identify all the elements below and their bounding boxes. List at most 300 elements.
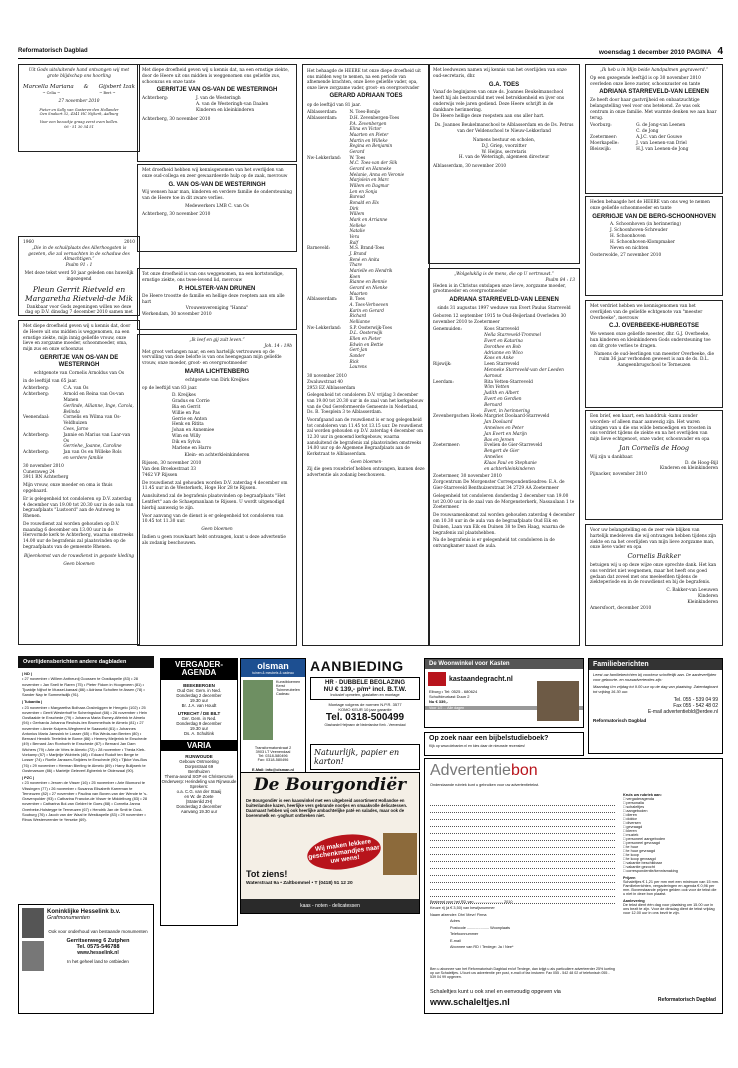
death-notice-family-starreveld [585,64,723,194]
checkbox-icon[interactable]: □ [623,825,627,829]
location: BEEKBERGEN [183,682,215,688]
place: Achterberg: [23,386,50,392]
delivery-title: Aanlevering [623,899,645,903]
relative-name: Ralf [349,239,359,245]
text: Met diepe droefheid geven wij u kennis dat, door de Heere uit ons midden is weggenomen, na een ernstige ziekte, mijn innig geliefde vrouw, onze lieve en zorgzame moeder, schoonmoeder, oma, mijn zus en onze schoonzus [23,324,131,353]
relative-name: B. Toes [349,296,365,302]
place: Alblasserdam: [307,296,338,302]
text-line[interactable] [430,848,615,855]
ad-title: AANBIEDING [310,658,404,674]
relative-name: Rita Vetten-Starreveld [484,379,533,385]
text: Met groot verlangen naar, en een hartelijk vertrouwen op de vervulling van deze belofte is van ons heengegaan mijn geliefde vrouw, onze moeder, groot- en overgrootmoeder [142,349,282,367]
text-line[interactable] [430,876,615,883]
text: Mijn vrouw, onze moeder en oma is thuis opgebaard. [23,483,113,494]
relative-name: Kinderen en kleinkinderen [196,107,255,113]
relative-name: Jan Doolaard [484,420,513,426]
place: Voorburg: [590,123,612,129]
relative-name: Gert-Jan [349,347,368,353]
text: Dankbaar voor Gods zegeningen willen we deze dag op D.V. dinsdag 7 december 2010 samen met [25,304,133,316]
text-line[interactable] [430,834,615,841]
shop-logo: De Bourgondiër [253,775,407,795]
text-line[interactable] [430,855,615,862]
text: Glashandel Heijmann de Nederlandse Kerk - Veenendaal [324,723,406,727]
category-panel [623,793,719,915]
relative-name: Wim en Willy [172,434,201,440]
product-photo [243,680,273,740]
agenda-line: Br. J.A. van Houdt [181,702,217,708]
thank-you-de-hoog [585,410,723,520]
checkbox-icon[interactable]: □ [623,861,627,865]
checkbox-icon[interactable]: □ [623,821,627,825]
checkbox-icon[interactable]: □ [623,837,627,841]
email[interactable]: E-mail advertentiebld@erdee.nl [647,709,718,715]
text: Voor een bezoekje graag eerst even bellen. [39,119,119,124]
place: Achterberg: [23,432,50,438]
page-number: 4 [717,46,723,57]
source-label: | Tubantia | [22,699,43,705]
bijbelstudie-ad [424,732,584,756]
text: echtgenote van Dirk Kreijkes [185,377,249,383]
website[interactable]: www.schaleltjes.nl [430,997,510,1007]
relative-name: G. de Jong-van Leenen [636,123,686,129]
agenda-line: Oud Ger. Gem. in Ned. [177,687,221,693]
text-line[interactable] [430,890,615,897]
text: De Bourgondiër is een kaaswinkel met een uitgebreid assortiment Hollandse en buitenlandse kazen, heerlijke vers gebrande nootjes en smaakvolle delicatessen. Daarnaast hebben wij ook heerlijke ambachtelijke paté en salades, maar ook de boerenmelk en -yoghurt ontbreken niet. [246,798,408,818]
place: Barneveld: [307,245,331,251]
place: Nw-Lekkerland: [307,154,342,160]
phone: 06 - 51 30 54 51 [64,124,94,129]
checkbox-icon[interactable]: □ [623,853,627,857]
year: 1960 [23,240,34,245]
death-notice-van-de-berg [585,196,723,296]
relative-name: Arnold en Reina van Os-van Manen [63,392,124,403]
website[interactable] [311,769,419,770]
agenda-entry [161,716,237,736]
agenda-entry [161,759,237,814]
text: Wij zijn u dankbaar. [590,454,634,460]
form-title: Advertentie [430,762,511,779]
ad-title: Familieberichten [589,659,722,670]
text: Met diepe droefheid geven wij u kennis dat, na een ernstige ziekte, door de Heere uit ons midden is weggenomen ons geliefde zus, schoonzus en onze tante [142,68,290,85]
text: in de leeftijd van 65 jaar. [23,378,78,384]
category-label: schaleltjes [626,805,645,809]
text: Een brief, een kaart, een handdruk -kamu zonder woorden- of alleen maar aanwezig zijn. Het waren uitingen van u die ons wilde bemoedigen en troosten in ons verdriet tijdens de ziekte en na het overlijden van mijn lieve echtgenoot, onze vader, schoonvader en opa [590,414,712,443]
place: Rijswijk: [433,362,452,368]
relative-name: Nelleke [349,222,366,228]
checkbox-icon[interactable]: □ [623,841,627,845]
relative-name: Johan en Annemiee [172,428,215,434]
text: KOMO KEUR 10 jaar garantie [338,707,392,712]
relative-name: Evert, in herinnering [484,408,530,414]
family-row [590,147,718,153]
product: HR · DUBBELE BEGLAZING [325,680,405,686]
signatories [433,144,575,161]
relative-name: Marielle en Hendrik [349,268,393,274]
form-field[interactable]: E-mail [450,938,461,943]
address-line: Transformatorstraat 2 [254,746,292,750]
anniversary-announcement [18,236,140,316]
agenda-line: Ds. A. Schultink [183,730,215,736]
text: We wensen onze geliefde meester, dhr. G.J. Overbeeke, hun kinderen en kleinkinderen Gods ondersteuning toe om dit grote verlies te dragen. [590,332,711,349]
meeting-agenda [160,658,238,926]
relative-name: N. Toes-Bonije [349,109,380,115]
location: UTRECHT / DE BILT [177,710,221,716]
text: Zorgcentrum De Morgenster Correspondentieadres: E.A. de Gier-Starreveld Benthuizerstraat 34 2729 AA Zoetermeer [433,480,565,491]
place: Leerdam: [433,379,454,385]
checkbox-icon[interactable]: □ [623,805,627,809]
relative-name: Aarnout [484,373,502,379]
family-row [23,392,135,404]
category-label: dieren [626,813,637,817]
text-line[interactable] [430,827,615,834]
agenda-line: Gebouw Ontmoeting [179,758,219,764]
relative-name: Neven en nichten [610,245,649,251]
text: Zij die geen rouwbrief hebben ontvangen, kunnen deze advertentie als zodanig beschouwen. [307,466,425,477]
date: Pijnacker, november 2010 [590,472,647,478]
family-row [142,108,292,114]
relative-name: Maarten [349,290,368,296]
text: Ze heeft door haar gastvrijheid en onbaatzuchtige belangstelling veel voor ons betekend. Ze was ook centrum in onze familie. Met warmte denken we aan haar terug. [590,98,717,121]
nickname: ~ Celia ~ [42,91,61,96]
checkbox-icon[interactable]: □ [623,817,627,821]
place: Genemuiden: [433,327,463,333]
checkbox-icon[interactable]: □ [623,801,627,805]
website[interactable]: www.hesselink.nl [77,950,119,956]
relative-name: Maarten en Pieter [349,131,389,137]
text: Wij wensen haar man, kinderen en verdere familie de ondersteuning van de Heere toe in dit zware verlies. [142,190,292,202]
text: op de leeftijd van 81 jaar. [307,101,361,107]
price: NU € 139,- p/m² incl. B.T.W. [323,686,407,693]
text: De Heere troostte de familie en hellige deze roeptem aan om alle hart [142,294,285,306]
product-item: Kerst [276,684,285,688]
delivery-text: De tekst dient één dag voor plaatsing om 15.00 uur in ons bezit te zijn. Voor de dinsdag dient de tekst vrijdag voor 12.00 uur in ons bezit te zijn. [623,903,715,915]
couple-names: Pleun Gerrit Rietveld en Margaretha Rietveld-de Mik [25,284,133,303]
relative-name: D. Kreijkes [172,393,196,399]
product-item: Kunstbloemen [276,680,301,684]
category-option[interactable] [623,869,719,873]
text-line[interactable] [430,869,615,876]
text: Aansluitend zal de begrafenis plaatsvinden op begraafplaats "Het Lentfert" aan de Schaepmanlaan te Rijssen. U wordt uitgenodigd hierbij aanwezig te zijn. [142,494,286,511]
ad-text-grid[interactable] [430,799,615,904]
order-form [430,899,615,951]
place: Zoetermeer: [433,443,461,449]
verse: „Ik leef en gij zult leven.” [189,338,245,343]
agenda-line: Thema-avond SGP en ChristenUnie [164,773,234,779]
death-notice-colleagues [137,164,297,252]
form-field[interactable]: Abonnee van RD / Terdege: Ja / Nee* [450,945,514,950]
relative-name: Jan van Os en Willeke Rols [63,450,122,456]
date: Oosterwolde, 27 november 2010 [590,253,662,259]
child-name: Gijsbert Izak [98,83,135,90]
relative-name: Ellen en Pieter [349,336,382,342]
agenda-line: (Statenlid ZH) [185,798,213,804]
text: betuigen wij u op deze wijze onze oprechte dank. Het kan ons verdriet niet wegnemen, maar het heeft ons goed gedaan dat zoveel met ons meeleefden tijdens de ziekteperiode en in de rouwdienst en bij de begrafenis. [590,562,717,586]
category-label: doktor [626,817,637,821]
category-label: personalia [626,801,644,805]
family-row [23,415,135,427]
text: Montage volgens de normen N.P.R. 3577 [328,702,402,707]
signatory: H. van de Weteringh, algemeen directeur [458,155,550,161]
text-line[interactable] [430,806,615,813]
agenda-line: 19.30 uur [189,697,209,703]
relative-name: P.A. Zevenbergen [349,120,387,126]
deceased-name: Cornelis Bakker [627,552,681,561]
family-list [590,123,718,152]
hesselink-ad [18,904,154,1014]
text: Klein- en achterkleinkinderen [184,453,250,459]
address-line: Fax: 0318-580496 [257,758,289,762]
death-notice-toes [302,64,430,646]
text: • 27 november • Willem Antheunij Goossen te Oostkapelle (83) • 28 november • Jan Snell te Raren (75) • Pieter Fidom in Hoogeveen (81) • Tjoatdje Nijhof te Mussel-kanaal (86) • Adriana Scholten te Assen (78) • Sander Nap te Sommelsdijk (91). [22,676,145,698]
contact-line: E-Mail: info@olsman.nl [252,768,294,772]
relative-name: Ronald en Els [349,200,379,205]
relative-name: Adrianne en Wico [484,350,523,356]
agenda-line: Onderwerp: Herindeling van Rijnwoude [161,778,237,784]
glass-offer-ad [310,658,420,742]
phone: Tel. 0575-546788 [76,944,120,950]
address: Van den Broekestraat 33 [142,467,196,473]
form-field[interactable]: Adres [450,919,460,924]
contact: Elburg • Tel: 0525 - 680624 [429,689,478,694]
logo: Reformatorisch Dagblad [593,718,647,723]
checkbox-icon[interactable]: □ [623,829,627,833]
relative-name: Bernard [484,402,502,408]
category-label: vergaderagenda [626,797,655,801]
text: echtgenote van Cornelis Arnoldus van Os [33,370,125,376]
logo-icon [428,672,446,686]
agenda-line: 19.30 uur [189,725,209,731]
deceased-name: ADRIANA STARREVELD-VAN LEENEN [449,297,559,304]
date: 27 november 2010 [58,98,100,104]
text-line[interactable] [430,813,615,820]
relative-name: Nella Starreveld-Trommel [484,333,541,339]
agenda-line: en W. de Zoete [184,793,214,799]
product-item: Cadeau [276,692,290,696]
varia-title: VARIA [161,740,237,751]
place: Achterberg: [23,450,50,456]
website[interactable]: kastaandegracht.nl [449,675,513,683]
category-label: te huur gevraagd [626,849,656,853]
address: 7462 VP Rijssen [142,472,178,478]
bourgondier-ad [240,772,420,914]
cheese-photo [383,833,417,875]
checkbox-icon[interactable]: □ [623,809,627,813]
signature: Kinderen [697,593,718,599]
text: De rouwdienst zal worden gehouden op D.V. maandag 6 december om 13.00 uur in de Hervormde kerk te Achterberg, waarna omstreeks 14.00 uur de begrafenis zal plaatsvinden op de begraafplaats van de gemeente Rhenen. [23,521,134,551]
relative-name: Margriet Doolaard-Starreveld [484,414,550,420]
relative-name: Dorothee en Bob [484,344,521,350]
text: Er is gelegenheid tot condoleren op D.V. zaterdag 4 december van 19.00 tot 20.30 uur in de aula van begraafplaats "Lustoord" aan de Autoweg te Rhenen. [23,496,134,520]
relative-name: Richard [349,313,367,319]
checkbox-icon[interactable]: □ [623,813,627,817]
relative-name: A. Toes-Verhoeven [349,302,389,308]
verse-reference: Psalm 84 : 13 [545,277,575,283]
relative-name: Evert en Gerdien [484,397,522,403]
form-field[interactable]: Bestemd voor het RD van ........................... 2010 [430,900,513,904]
relative-name: Gerard en Hanneke [349,165,392,171]
relative-name: Gradus en Corrie [172,399,210,405]
relative-name: Bas en Jeroen [484,437,515,443]
text: Onderstaande rubriek kunt u gebruiken voor uw advertentietekst. [430,783,540,787]
deceased-name: GERRIGJE VAN DE BERG-SCHOONHOVEN [592,213,716,220]
category-label: personeel gevraagd [626,841,660,845]
verse: „Wolgeluklig is de mens, die op U vertrouwt.” [454,272,554,277]
text-line[interactable] [430,799,615,806]
agenda-line: Sprekers: [189,783,209,789]
relative-name: Evelien de Gier-Starreveld [484,443,543,449]
address: Waterstraat 9a • Zaltbommel • T (0418) 51 12 20 [246,881,353,886]
signature: D. de Hoog-Bijl [684,460,718,466]
relative-name: en verdere familie [63,455,104,461]
relative-name: Klaas Paul en Stephanie [484,460,537,466]
family-list [590,222,718,251]
form-field[interactable]: Naam afzender: Dhr/ Mevr/ Firma [430,912,487,917]
death-notice-van-os-family [137,64,297,162]
relative-name: D.L. Oosterwijk [349,330,383,336]
category-label: vakantie beschikbaar [626,861,663,865]
text-line[interactable] [430,862,615,869]
verse: „Die in de schuilplaats des Allerhoogsten is gezeten, die zal vernachten in de schaduw des Almachtigen.” [28,245,130,263]
signature: C. Bakker-van Leeuwen [666,588,718,594]
relative-name: J. Schoonhoven-Schreuder [610,228,668,234]
advertentiebon [424,758,723,1014]
text-line[interactable] [430,841,615,848]
date: Zoetermeer, 30 november 2010 [433,474,502,480]
relative-name: Len en Sonja [349,188,378,194]
death-notice-van-os [18,320,140,645]
text: Het behaagde de HEERE tot onze diepe droefheid uit ons midden weg te nemen, na een periode van afnemende krachten, onze lieve geliefde vader, opa, onze lieve zorgzame vader, groot- en overgrootvader [307,68,421,91]
place [307,364,349,370]
relative-name: Jannie en Marius van Laar-van Os [63,432,131,444]
text: Voorafgaand aan de rouwdienst is er nog gelegenheid tot condoleren van 11.45 tot 13.15 uur. De rouwdienst zal worden gehouden op D.V. zaterdag 4 december om 12.30 uur in genoemd kerkgebouw, waarna aansluitend de begrafenis zal plaatsvinden omstreeks 14.00 uur op de Algemene Begraafplaats aan de Kerkstraat te Alblasserdam. [307,416,423,456]
place [23,456,63,462]
text: In het geheel land te ontbieden [67,959,129,964]
agenda-line: Ger. Gem. in Ned. [181,715,217,721]
relative-name: Jan Evert en Marijn [484,431,527,437]
checkbox-icon[interactable]: □ [623,797,627,801]
text: Pieter en Sally van Gasteren-den Hollander [39,107,119,112]
relative-name: Anneloes en Peter [484,426,524,432]
relative-name: Koos Starreveld [484,327,519,333]
place: Alblasserdam: [307,114,338,120]
address: Gerritsenweg 6 Zutphen [66,938,130,944]
checkbox-icon[interactable]: □ [623,865,627,869]
phone[interactable]: Tel. 0318-500499 [325,712,405,723]
date: Achterberg, 30 november 2010 [142,211,211,217]
relative-name: Laurens [349,364,367,370]
relative-name: Koos en Anke [484,356,514,362]
text: Kijk op www.debanier.nl en kies daar de nieuwste recensies! [429,744,526,748]
relative-name: Evert en Katarina [484,339,523,345]
category-label: diversen [626,821,641,825]
death-notice-starreveld [428,268,580,646]
place: Moerkapelle: [590,140,619,146]
agenda-title: VERGADER-AGENDA [161,659,237,680]
family-list [307,109,425,370]
company-name: Koninklijke Hesselink b.v. [47,909,121,915]
relative-name: Dirk [349,205,359,211]
family-list [23,386,135,461]
text-line[interactable] [430,883,615,890]
form-title-accent: bon [510,762,538,779]
source-label: | ND | [22,671,32,676]
relative-name: Annelies [484,455,503,460]
relative-name: Nellianne [349,319,370,325]
relative-name: Regina en Benjamin [349,143,393,149]
place: Alblasserdam: [307,109,338,115]
relative-name: Leen Starreveld [484,362,520,368]
text: Medewerkers LMB C. van Os [185,204,249,210]
text-line[interactable] [430,820,615,827]
category-label: te koop [626,853,639,857]
checkbox-icon[interactable]: □ [623,849,627,853]
date: Rijssen, 30 november 2010 [142,461,202,467]
year: 2010 [124,240,135,245]
form-field[interactable]: Postcode ..................... Woonplaats [450,925,511,930]
relative-name: H. Schoonhoven-Klompmaker [610,239,675,245]
relative-name: Cees, Jarno [63,426,89,432]
relative-name: H.J. van Leenen-de Jong [636,146,689,152]
relative-name: Gerard [349,148,365,154]
deceased-name: GERRITJE VAN OS-VAN DE WESTERINGH [156,87,278,94]
relative-name: Gerard en Nienke [349,285,388,291]
category-label: te koop gevraagd [626,857,656,861]
relative-name: René en Anita [349,256,380,262]
agenda-entry [161,688,237,708]
agenda-line: o.a. C.G. van der Staaij [176,788,222,794]
checkbox-icon[interactable]: □ [623,845,627,849]
relative-name: Melanie, Anna en Veronie [349,171,405,177]
form-field[interactable]: Telefoonnummer [450,932,479,937]
relative-name: Bengert de Gier [484,449,520,455]
checkbox-icon[interactable]: □ [623,869,627,873]
signature: Kleinkinderen [687,599,718,605]
checkbox-icon[interactable]: □ [623,857,627,861]
text: • 23 november • Margaretha Bolhaar-Oosbrüggen te Hengelo (102) • 25 november • Gerrit Westerhoff te Scheringsloot (66) • 26 november • Hein Oostlaalde te Enschede (79) • Johanna Maria Esmey-Afterink te Almelo (94) • Gerharda Johanna Reuhuis-ten Brummelhuis te Almelo (81) • 27 november • Annie Kuipers-Wegheerd te Saasveld (81) • Johannes Antonius Maria Janssink te Losser (65) • Ria Weda-van Benten (80) • Bernard Hendrik Teetelink te Borne (86) • Hemmy Meijerink te Enschede (49) • Bernard Jan Ronhorth te Enschede (87) • Bernard Jan Dam Wichers (79) • Arie de Vries te Almelo (72) • 28 november • Theda Kleb-Vorkamp (57) • Marijntje Wubbels (48) • Eduard Rudolf ten Berge te Losser (74) • Roelie Janssen-Snijders te Enschede (90) • Tjikke Vos-Bos (76) • 29 november • Herman Bierling te Almelo (89) • Harry Bulljwerk te Oostmarsum (86) • Marietje Geleverf-Egberink te Oldenzaal (90). [22,704,148,773]
checkbox-icon[interactable]: □ [623,833,627,837]
address-line: Tel: 0318-580496 [258,754,288,758]
text: Na de begrafenis is er gelegenheid tot condoleren in de ontvangkamer naast de aula. [433,538,555,550]
text: Met verdriet hebben we kennisgenomen van het overlijden van de geliefde echtgenote van "meester Overbeeke", mevrouw [590,304,703,321]
promo-bubble: Wij maken lekkere geschenkmandjes naar uw wens! [305,830,383,874]
address: Zwaluwstraat 40 [307,378,343,384]
relative-name: J. van Leenen-van Driel [636,140,687,146]
relative-name: Natalie [349,228,365,234]
family-row [23,433,135,445]
source-label: | PZC | [22,775,35,781]
agenda-line: Benthuizen [188,768,210,774]
text: Maandag t/m vrijdag tot 9.00 uur op de dag van plaatsing. Zaterdagkrant tot vrijdag 16.30 uur. [593,684,718,694]
deceased-name: G.A. TOES [488,81,520,88]
issue-date: woensdag 1 december 2010 [598,49,685,56]
category-label: muziek [626,833,639,837]
relative-name: A. Schoonhoven (in herinnering) [610,222,681,228]
death-notice-lichtenberg [137,334,297,646]
date: Amersfoort, december 2010 [590,605,652,611]
date: Werkendam, 30 november 2010 [142,311,212,317]
familieberichten-info [588,658,723,754]
text: Heden behaagde het de HEERE van ons weg te nemen onze geliefde schoonmoeder en tante [590,200,710,211]
form-field[interactable]: Keuze rij (à € 3,50) van bewijsnummer [430,906,495,911]
text: Ben u abonnee van het Reformatorisch Dagblad en/of Terdege, dan krijgt u als particuliere adverteerder 25% korting op uw Schaleltjes. U kunt uw advertentie per post, e-mail of fax insturen: Fax 055 - 542 48 02 of telefonisch 055 - 539 04 99 opgeven. [430,967,615,979]
relative-name: Bia en Gerrit [172,405,201,411]
signatory: W. Heijns, secretaris [481,149,527,155]
verse-reference: Joh. 14 : 19b [264,343,292,349]
family-row [433,467,575,473]
relative-name: Marjolein en Marc [349,177,389,183]
relative-name: D.H. Zevenbergen-Toes [349,114,400,120]
place: Nw-Lekkerland: [307,324,342,330]
